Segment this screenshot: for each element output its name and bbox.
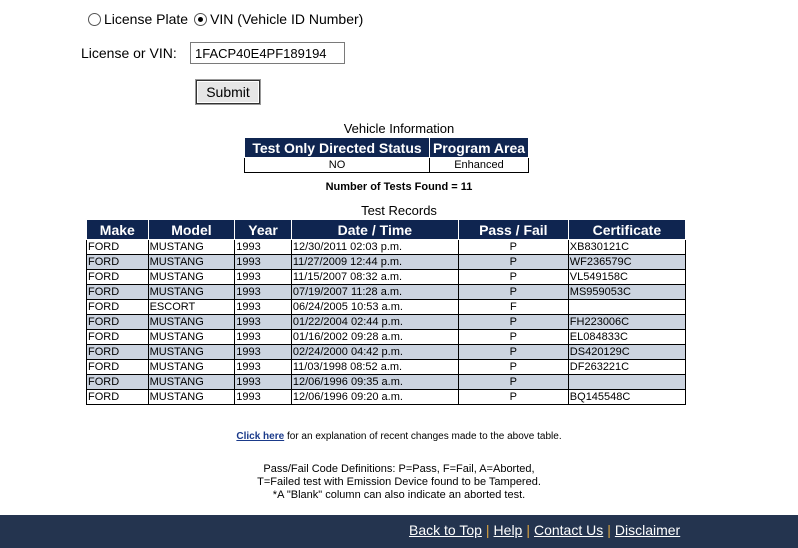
column-header: Date / Time [291,220,458,240]
test-records-title: Test Records [361,203,437,218]
make-cell: FORD [87,360,149,375]
tests-found-count: Number of Tests Found = 11 [325,181,473,193]
column-header: Model [148,220,235,240]
definition-line: T=Failed test with Emission Device found to be Tampered. [257,476,541,488]
model-cell: ESCORT [148,300,235,315]
table-row [87,345,686,360]
datetime-cell: 01/16/2002 09:28 a.m. [291,330,458,345]
license-or-vin-input[interactable] [190,42,345,64]
model-cell: MUSTANG [148,345,235,360]
model-cell: MUSTANG [148,375,235,390]
table-row [87,285,686,300]
certificate-cell: EL084833C [568,330,685,345]
year-cell: 1993 [235,390,292,405]
table-row [87,240,686,255]
certificate-cell: VL549158C [568,270,685,285]
column-header: Year [235,220,292,240]
vin-radio[interactable] [194,13,207,26]
year-cell: 1993 [235,375,292,390]
certificate-cell [568,375,685,390]
make-cell: FORD [87,285,149,300]
pass-fail-cell: P [458,270,568,285]
vin-radio-label[interactable]: VIN (Vehicle ID Number) [210,11,364,27]
year-cell: 1993 [235,315,292,330]
make-cell: FORD [87,330,149,345]
vi-program-value: Enhanced [430,158,529,173]
table-row [87,390,686,405]
footer-separator: | [526,522,530,538]
vehicle-info-title: Vehicle Information [343,121,455,136]
vi-header-status: Test Only Directed Status [245,138,430,158]
certificate-cell: BQ145548C [568,390,685,405]
disclaimer-link[interactable]: Disclaimer [614,522,681,538]
make-cell: FORD [87,315,149,330]
vehicle-info-table [244,137,529,173]
year-cell: 1993 [235,300,292,315]
footer-separator: | [607,522,611,538]
table-row [87,255,686,270]
pass-fail-definitions [0,463,798,502]
datetime-cell: 11/15/2007 08:32 a.m. [291,270,458,285]
search-type-group [88,10,369,28]
year-cell: 1993 [235,240,292,255]
certificate-cell: MS959053C [568,285,685,300]
pass-fail-cell: F [458,300,568,315]
table-row [87,330,686,345]
contact-us-link[interactable]: Contact Us [533,522,604,538]
make-cell: FORD [87,390,149,405]
certificate-cell: FH223006C [568,315,685,330]
year-cell: 1993 [235,330,292,345]
pass-fail-cell: P [458,285,568,300]
certificate-cell: DS420129C [568,345,685,360]
year-cell: 1993 [235,345,292,360]
table-row [87,315,686,330]
definition-line: *A "Blank" column can also indicate an aborted test. [272,489,526,501]
model-cell: MUSTANG [148,330,235,345]
help-link[interactable]: Help [493,522,523,538]
model-cell: MUSTANG [148,285,235,300]
datetime-cell: 12/06/1996 09:35 a.m. [291,375,458,390]
datetime-cell: 01/22/2004 02:44 p.m. [291,315,458,330]
pass-fail-cell: P [458,375,568,390]
year-cell: 1993 [235,270,292,285]
model-cell: MUSTANG [148,240,235,255]
definition-line: Pass/Fail Code Definitions: P=Pass, F=Fail, A=Aborted, [263,463,535,475]
model-cell: MUSTANG [148,255,235,270]
click-here-link[interactable]: Click here [236,431,285,442]
year-cell: 1993 [235,360,292,375]
changes-note-text: for an explanation of recent changes made to the above table. [284,431,562,442]
table-row [87,360,686,375]
datetime-cell: 11/03/1998 08:52 a.m. [291,360,458,375]
pass-fail-cell: P [458,315,568,330]
datetime-cell: 06/24/2005 10:53 a.m. [291,300,458,315]
pass-fail-cell: P [458,240,568,255]
test-records-table [86,219,686,405]
column-header: Certificate [568,220,685,240]
datetime-cell: 12/30/2011 02:03 p.m. [291,240,458,255]
datetime-cell: 07/19/2007 11:28 a.m. [291,285,458,300]
license-plate-radio-label[interactable]: License Plate [104,11,189,27]
footer-separator: | [485,522,490,538]
datetime-cell: 12/06/1996 09:20 a.m. [291,390,458,405]
pass-fail-cell: P [458,345,568,360]
vi-header-program: Program Area [430,138,529,158]
model-cell: MUSTANG [148,390,235,405]
pass-fail-cell: P [458,255,568,270]
pass-fail-cell: P [458,390,568,405]
certificate-cell [568,300,685,315]
datetime-cell: 02/24/2000 04:42 p.m. [291,345,458,360]
back-to-top-link[interactable]: Back to Top [409,522,482,538]
make-cell: FORD [87,270,149,285]
make-cell: FORD [87,240,149,255]
make-cell: FORD [87,375,149,390]
make-cell: FORD [87,300,149,315]
datetime-cell: 11/27/2009 12:44 p.m. [291,255,458,270]
footer [0,515,798,548]
model-cell: MUSTANG [148,315,235,330]
model-cell: MUSTANG [148,270,235,285]
table-row [87,375,686,390]
pass-fail-cell: P [458,360,568,375]
vin-field-row [81,42,345,64]
certificate-cell: DF263221C [568,360,685,375]
year-cell: 1993 [235,285,292,300]
column-header: Make [87,220,149,240]
certificate-cell: XB830121C [568,240,685,255]
license-plate-radio[interactable] [88,13,101,26]
submit-button[interactable]: Submit [196,80,260,104]
table-row [87,300,686,315]
make-cell: FORD [87,345,149,360]
table-row [87,270,686,285]
pass-fail-cell: P [458,330,568,345]
changes-note [0,431,798,442]
column-header: Pass / Fail [458,220,568,240]
footer-links [409,522,680,538]
vi-status-value: NO [245,158,430,173]
make-cell: FORD [87,255,149,270]
certificate-cell: WF236579C [568,255,685,270]
year-cell: 1993 [235,255,292,270]
license-or-vin-label: License or VIN: [81,45,177,61]
model-cell: MUSTANG [148,360,235,375]
